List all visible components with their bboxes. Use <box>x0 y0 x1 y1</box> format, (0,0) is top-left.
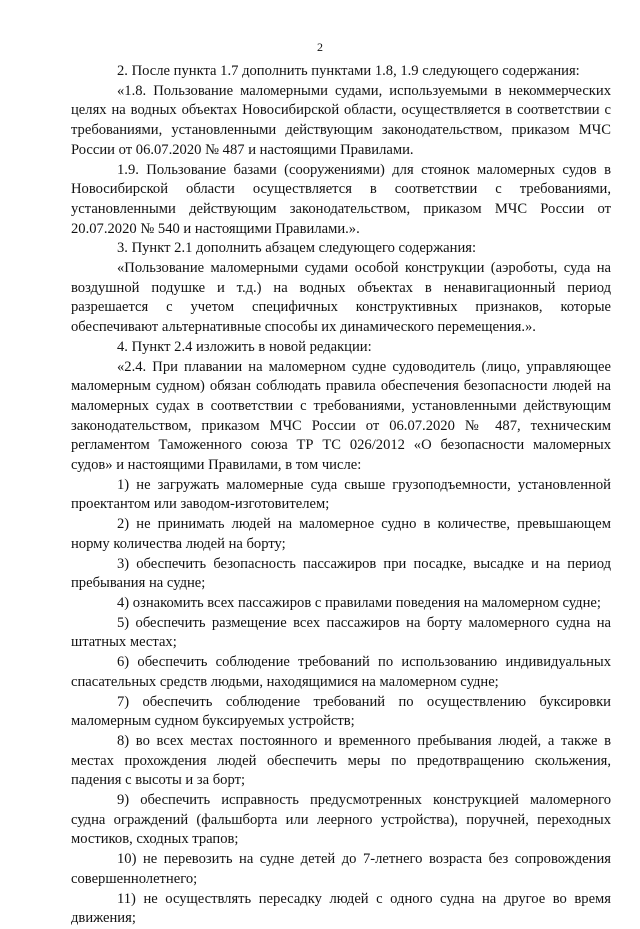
list-item-5: 5) обеспечить размещение всех пассажиров на борту маломерного судна на штатных местах; <box>71 614 611 651</box>
paragraph-clause-1-8: «1.8. Пользование маломерными судами, используемыми в некоммерческих целях на водных объектах Новосибирской области, осуществляется в соответствии с требованиями, установленными действующим законодательством, приказом МЧС России от 06.07.2020 № 487 и настоящими Правилами. <box>71 82 611 158</box>
paragraph-clause-1-9: 1.9. Пользование базами (сооружениями) для стоянок маломерных судов в Новосибирской области осуществляется в соответствии с требованиями, установленными действующим законодательством, приказом МЧС России от 20.07.2020 № 540 и настоящими Правилами.». <box>71 161 611 237</box>
list-item-8: 8) во всех местах постоянного и временного пребывания людей, а также в местах прохождения людей обеспечить меры по предотвращению скольжения, падения с высоты и за борт; <box>71 732 611 789</box>
paragraph-clause-2-1-addition: «Пользование маломерными судами особой конструкции (аэроботы, суда на воздушной подушке и т.д.) на водных объектах в ненавигационный период разрешается с учетом специфичных конструктивных признаков, которые обеспечивают альтернативные способы их динамического перемещения.». <box>71 260 611 336</box>
list-item-3: 3) обеспечить безопасность пассажиров при посадке, высадке и на период пребывания на судне; <box>71 555 611 592</box>
list-item-10: 10) не перевозить на судне детей до 7-летнего возраста без сопровождения совершеннолетнего; <box>71 851 611 887</box>
list-item-1: 1) не загружать маломерные суда свыше грузоподъемности, установленной проектантом или заводом-изготовителем; <box>71 476 611 513</box>
list-item-9: 9) обеспечить исправность предусмотренных конструкцией маломерного судна ограждений (фальшборта или леерного устройства), поручней, переходных мостиков, сходных трапов; <box>71 792 611 848</box>
paragraph-clause-2-4: «2.4. При плавании на маломерном судне судоводитель (лицо, управляющее маломерным судном) обязан соблюдать правила обеспечения безопасности людей на маломерных судах в соответствии с требованиями, установленными действующим законодательством, приказом МЧС России от 06.07.2020 № 487, техническим регламентом Таможенного союза ТР ТС 026/2012 «О безопасности маломерных судов» и настоящими Правилами, в том числе: <box>71 358 611 474</box>
document-body <box>71 62 611 929</box>
paragraph-amendment-4: 4. Пункт 2.4 изложить в новой редакции: <box>117 338 372 355</box>
list-item-6: 6) обеспечить соблюдение требований по использованию индивидуальных спасательных средств людьми, находящимися на маломерном судне; <box>71 654 611 690</box>
paragraph-amendment-2: 2. После пункта 1.7 дополнить пунктами 1.8, 1.9 следующего содержания: <box>117 63 580 79</box>
list-item-4: 4) ознакомить всех пассажиров с правилами поведения на маломерном судне; <box>117 594 601 611</box>
list-item-11: 11) не осуществлять пересадку людей с одного судна на другое во время движения; <box>71 890 611 927</box>
list-item-2: 2) не принимать людей на маломерное судно в количестве, превышающем норму количества людей на борту; <box>71 516 611 552</box>
page-number: 2 <box>317 40 323 54</box>
list-item-7: 7) обеспечить соблюдение требований по осуществлению буксировки маломерным судном буксируемых устройств; <box>71 693 611 730</box>
paragraph-amendment-3: 3. Пункт 2.1 дополнить абзацем следующего содержания: <box>117 240 477 257</box>
